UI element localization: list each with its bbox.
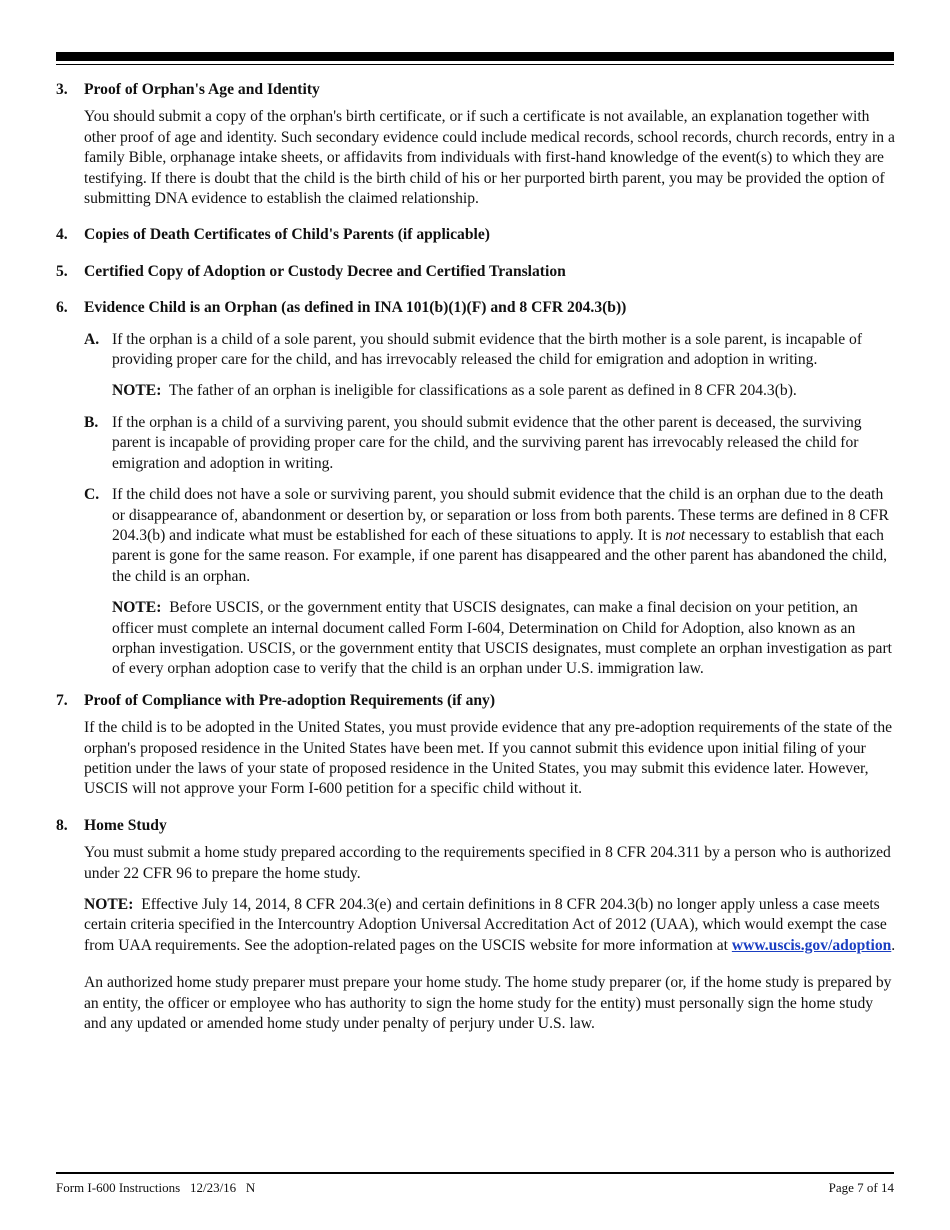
subsection-letter: C. <box>84 486 100 504</box>
section-heading <box>56 262 896 282</box>
note-paragraph <box>112 381 896 401</box>
section-paragraph: An authorized home study preparer must prepare your home study. The home study preparer (or, if the home study is prepared by an entity, the officer or employee who has authority to sign the home study for the entity) must personally sign the home study and any updated or amended home study under penalty of perjury under U.S. law. <box>84 974 892 1033</box>
section-6 <box>56 298 896 680</box>
note-paragraph <box>112 598 896 680</box>
footer <box>56 1180 894 1196</box>
section-paragraph: You must submit a home study prepared according to the requirements specified in 8 CFR 204.311 by a person who is authorized under 22 CFR 96 to prepare the home study. <box>84 844 891 882</box>
note-text: Effective July 14, 2014, 8 CFR 204.3(e) and certain definitions in 8 CFR 204.3(b) no longer apply unless a case meets certain criteria specified in the Intercountry Adoption Universal Accreditation Act of 2012 (UAA), which would exempt the case from UAA requirements. See the adoption-related pages on the USCIS website for more information at <box>84 896 887 954</box>
subsection-a <box>84 330 896 371</box>
section-number: 5. <box>56 262 68 280</box>
subsection-text: If the orphan is a child of a sole parent, you should submit evidence that the birth mother is a sole parent, is incapable of providing proper care for the child, and has irrevocably released the child for emigration and adoption in writing. <box>112 330 863 369</box>
note-label: NOTE: <box>112 382 162 400</box>
section-title: Copies of Death Certificates of Child's Parents (if applicable) <box>84 226 490 244</box>
section-title: Proof of Orphan's Age and Identity <box>84 81 320 98</box>
form-id: Form I-600 Instructions 12/23/16 N <box>56 1180 256 1195</box>
page-number: Page 7 of 14 <box>828 1180 894 1195</box>
section-paragraph: You should submit a copy of the orphan's birth certificate, or if such a certificate is not available, an explanation together with other proof of age and identity. Such secondary evidence could include medical records, school records, church records, entry in a family Bible, orphanage intake sheets, or affidavits from individuals with first-hand knowledge of the event(s) to which they are testifying. If there is doubt that the child is the birth child of his or her purported birth parent, you may be provided the option of submitting DNA evidence to establish the claimed relationship. <box>84 108 895 208</box>
subsection-text-part: If the child does not have a sole or surviving parent, you should submit evidence that the child is an orphan due to the death or disappearance of, abandonment or desertion by, or separation or loss from both parents. These terms are defined in 8 CFR 204.3(b) and indicate what must be established for each of these situations to apply. It is <box>112 486 889 544</box>
section-paragraph: If the child is to be adopted in the United States, you must provide evidence that any pre-adoption requirements of the state of the orphan's proposed residence in the United States have been met. If you cannot submit this evidence upon initial filing of your petition under the laws of your state of proposed residence in the United States, you may submit this evidence later. However, USCIS will not approve your Form I-600 petition for a specific child without it. <box>84 719 893 798</box>
subsection-text-part: necessary to establish that each parent is gone for the same reason. For example, if one parent has disappeared and the other parent has abandoned the child, the child is an orphan. <box>112 526 888 585</box>
document-body <box>56 80 896 1050</box>
section-7 <box>56 691 896 800</box>
section-heading <box>56 816 896 836</box>
note-text-end: . <box>891 936 896 954</box>
section-heading <box>56 80 896 100</box>
header-rule-thick <box>56 52 894 61</box>
section-heading <box>56 298 896 318</box>
note-text: The father of an orphan is ineligible for classifications as a sole parent as defined in 8 CFR 204.3(b). <box>168 382 797 400</box>
section-title: Certified Copy of Adoption or Custody Decree and Certified Translation <box>84 262 566 280</box>
emphasis-text: not <box>665 526 686 544</box>
uscis-adoption-link[interactable]: www.uscis.gov/adoption <box>731 936 892 954</box>
subsection-letter: B. <box>84 413 99 431</box>
subsection-c <box>84 485 896 587</box>
subsection-text <box>112 485 896 587</box>
subsection-letter: A. <box>84 330 100 348</box>
section-3 <box>56 80 896 209</box>
note-text: Before USCIS, or the government entity that USCIS designates, can make a final decision on your petition, an officer must complete an internal document called Form I-604, Determination on Child for Adoption, also known as an orphan investigation. USCIS, or the government entity that USCIS designates, must complete an orphan investigation as part of every orphan adoption case to verify that the child is an orphan under U.S. immigration law. <box>112 599 892 678</box>
note-paragraph <box>84 895 896 956</box>
section-number: 8. <box>56 816 68 834</box>
section-5 <box>56 262 896 282</box>
section-8 <box>56 816 896 1035</box>
section-title: Proof of Compliance with Pre-adoption Requirements (if any) <box>84 691 496 709</box>
section-number: 4. <box>56 226 68 244</box>
footer-rule <box>56 1172 894 1174</box>
note-label: NOTE: <box>112 599 162 617</box>
section-heading <box>56 691 896 711</box>
subsection-b <box>84 413 896 474</box>
section-4 <box>56 225 896 245</box>
section-title: Evidence Child is an Orphan (as defined in INA 101(b)(1)(F) and 8 CFR 204.3(b)) <box>84 299 627 317</box>
section-number: 6. <box>56 299 68 317</box>
section-number: 3. <box>56 81 68 98</box>
note-label: NOTE: <box>84 896 134 913</box>
section-heading <box>56 225 896 245</box>
header-rule-thin <box>56 64 894 65</box>
subsection-text: If the orphan is a child of a surviving parent, you should submit evidence that the other parent is deceased, the surviving parent is incapable of providing proper care for the child, and the surviving parent has irrevocably released the child for emigration and adoption in writing. <box>112 413 862 472</box>
section-number: 7. <box>56 691 68 709</box>
section-title: Home Study <box>84 816 167 834</box>
